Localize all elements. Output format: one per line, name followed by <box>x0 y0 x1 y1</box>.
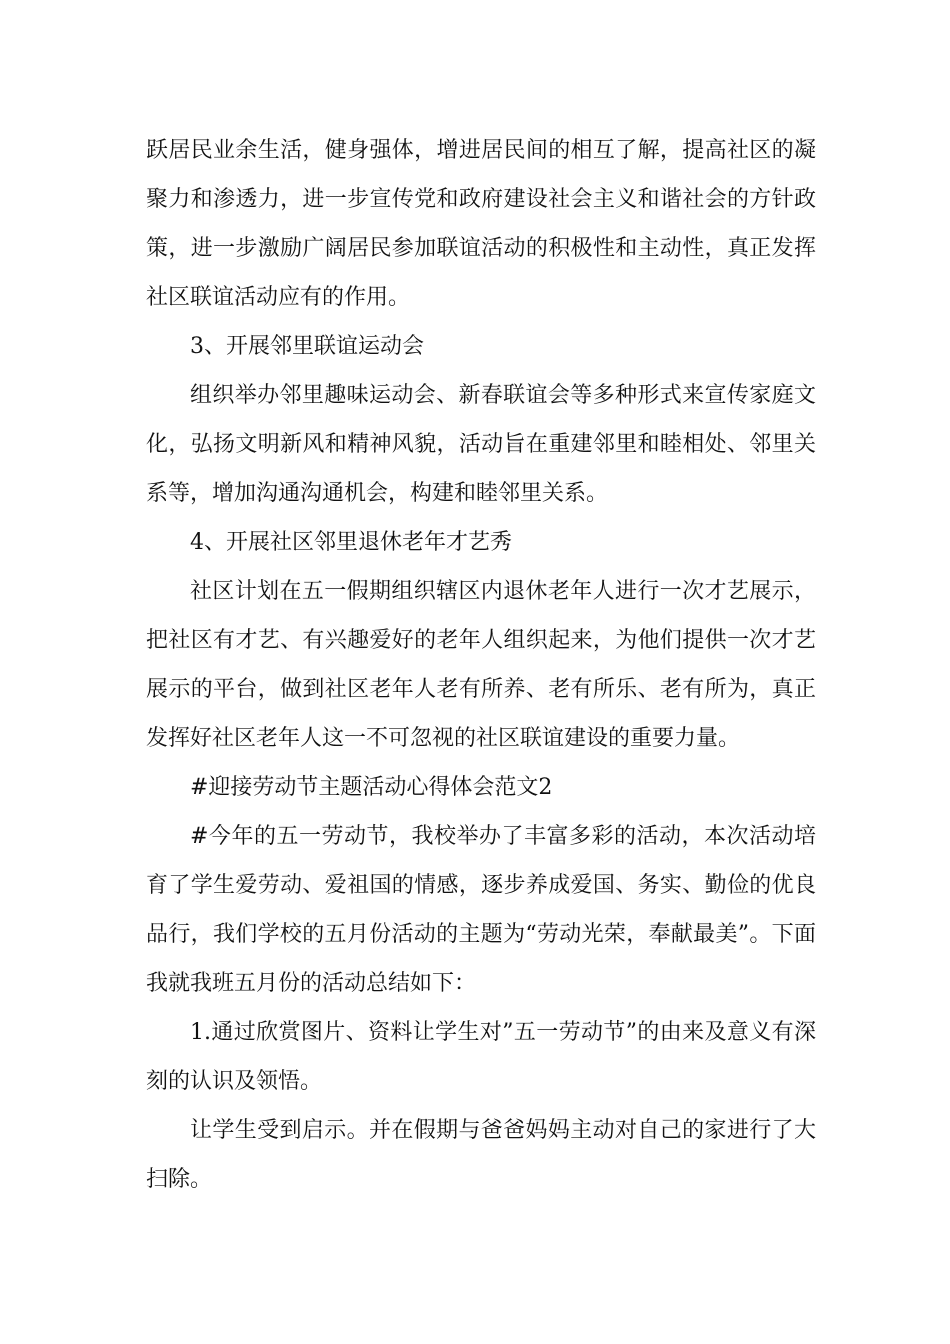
paragraph-continuation: 跃居民业余生活，健身强体，增进居民间的相互了解，提高社区的凝聚力和渗透力，进一步宣传党和政府建设社会主义和谐社会的方针政策，进一步激励广阔居民参加联谊活动的积极性和主动性，真正发挥社区联谊活动应有的作用。 <box>146 138 816 310</box>
section-heading-3: 3、开展邻里联谊运动会 <box>190 334 424 359</box>
paragraph-sports-meet: 组织举办邻里趣味运动会、新春联谊会等多种形式来宣传家庭文化，弘扬文明新风和精神风貌，活动旨在重建邻里和睦相处、邻里关系等，增加沟通沟通机会，构建和睦邻里关系。 <box>146 383 816 506</box>
essay-title-2: #迎接劳动节主题活动心得体会范文2 <box>190 775 553 800</box>
paragraph-talent-show: 社区计划在五一假期组织辖区内退休老年人进行一次才艺展示，把社区有才艺、有兴趣爱好的老年人组织起来，为他们提供一次才艺展示的平台，做到社区老年人老有所养、老有所乐、老有所为，真正发挥好社区老年人这一不可忽视的社区联谊建设的重要力量。 <box>146 579 816 751</box>
paragraph-labor-day-intro: #今年的五一劳动节，我校举办了丰富多彩的活动，本次活动培育了学生爱劳动、爱祖国的情感，逐步养成爱国、务实、勤俭的优良品行，我们学校的五月份活动的主题为“劳动光荣，奉献最美”。下面我就我班五月份的活动总结如下： <box>146 824 816 996</box>
paragraph-inspiration: 让学生受到启示。并在假期与爸爸妈妈主动对自己的家进行了大扫除。 <box>146 1118 816 1192</box>
document-body <box>146 126 816 1204</box>
list-item-1: 1.通过欣赏图片、资料让学生对”五一劳动节”的由来及意义有深刻的认识及领悟。 <box>146 1020 816 1094</box>
section-heading-4: 4、开展社区邻里退休老年才艺秀 <box>190 530 512 555</box>
